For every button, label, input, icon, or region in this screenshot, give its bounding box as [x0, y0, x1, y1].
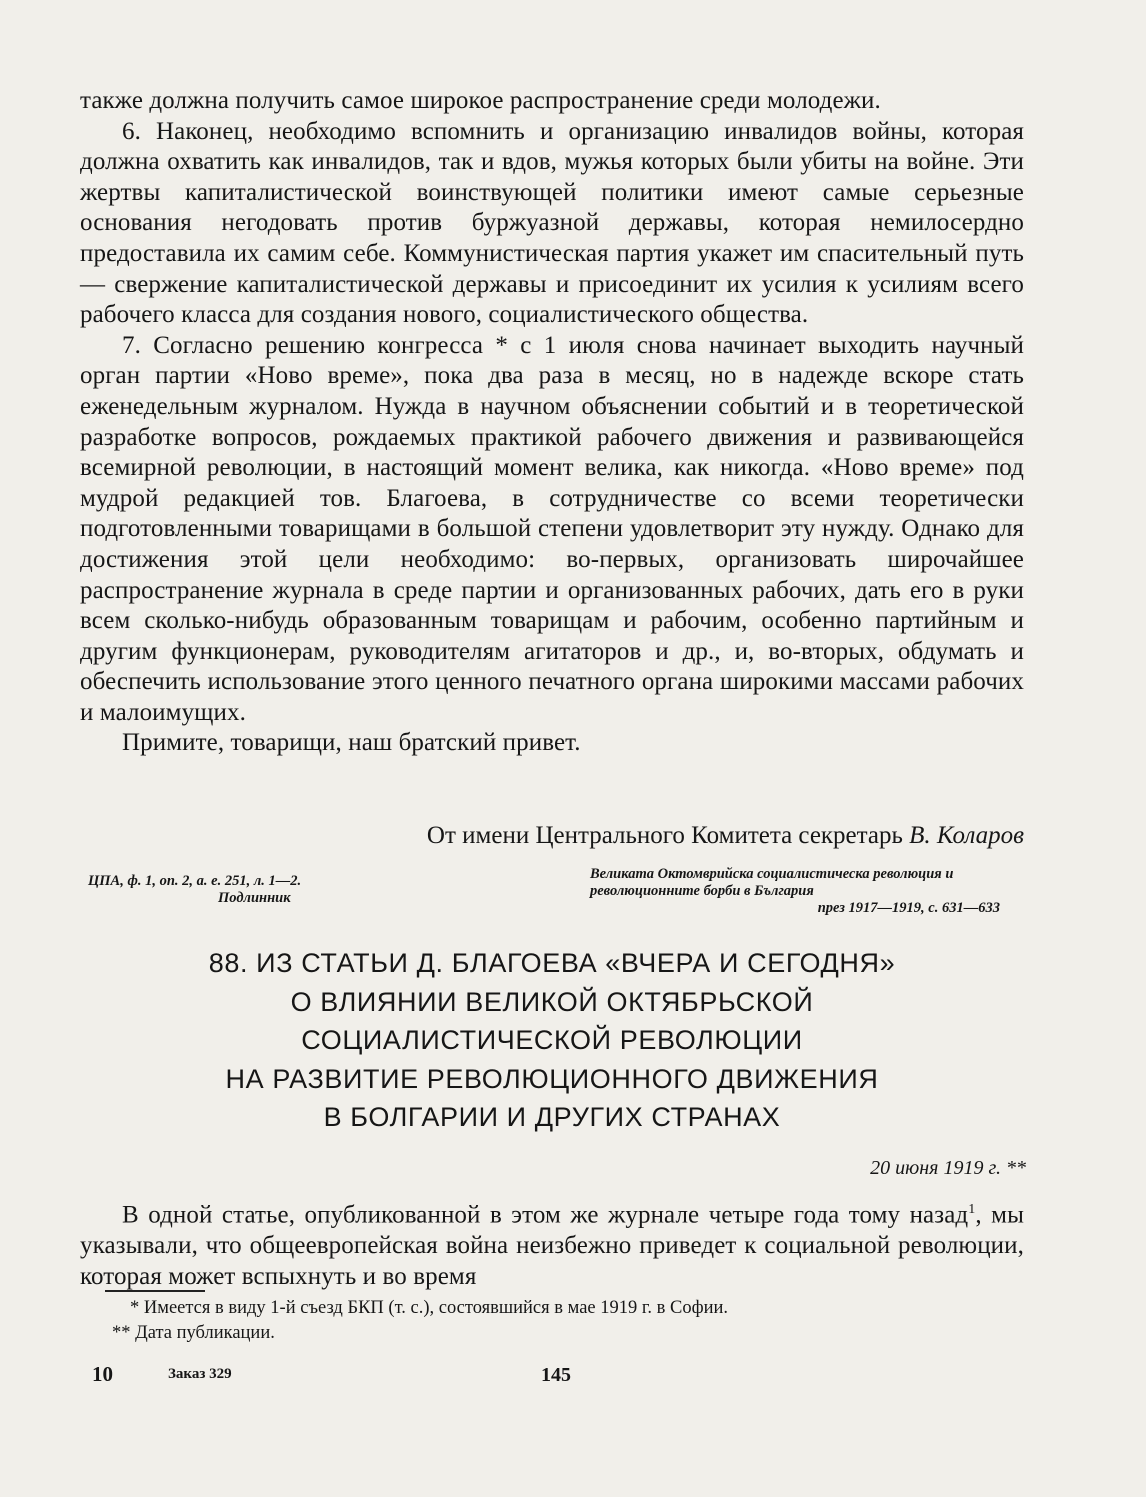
heading-line-2: О ВЛИЯНИИ ВЕЛИКОЙ ОКТЯБРЬСКОЙ [290, 986, 814, 1017]
archive-note: Подлинник [218, 890, 291, 906]
page-number: 145 [541, 1364, 571, 1386]
footnote-divider [105, 1290, 205, 1292]
paragraph-continuation: также должна получить самое широкое распространение среди молодежи. [80, 87, 881, 114]
publication-source [590, 866, 1000, 917]
signature-text: От имени Центрального Комитета секретарь [426, 822, 903, 849]
heading-line-3: СОЦИАЛИСТИЧЕСКОЙ РЕВОЛЮЦИИ [301, 1025, 803, 1055]
heading-line-5: В БОЛГАРИИ И ДРУГИХ СТРАНАХ [323, 1102, 781, 1132]
paragraph-item-7: 7. Согласно решению конгресса * с 1 июля снова начинает выходить научный орган партии «Ново време», пока два раза в месяц, но в надежде вскоре стать еженедельным журналом. Нужда в научном объяснении событий и в теоретической разработке вопросов, рождаемых практикой рабочего движения и развивающейся всемирной революции, в настоящий момент велика, как никогда. «Ново време» под мудрой редакцией тов. Благоева, в сотрудничестве со всеми теоретически подготовленными товарищами в большой степени удовлетворит эту нужду. Однако для достижения этой цели необходимо: во-первых, организовать широчайшее распространение журнала в среде партии и организованных рабочих, дать его в руки всем сколько-нибудь образованным товарищам и рабочим, особенно партийным и другим функционерам, руководителям агитаторов и др., и, во-вторых, обдумать и обеспечить использование этого ценного печатного органа широкими массами рабочих и малоимущих. [80, 331, 1024, 726]
footnote-1: * Имеется в виду 1-й съезд БКП (т. с.), состоявшийся в мае 1919 г. в Софии. [130, 1298, 728, 1318]
footnote-2: ** Дата публикации. [112, 1323, 275, 1343]
signature-line [427, 822, 1024, 850]
signature-number: 10 [92, 1362, 113, 1386]
order-number: Заказ 329 [168, 1366, 232, 1382]
article-body [80, 1195, 1024, 1292]
archive-reference: ЦПА, ф. 1, оп. 2, а. е. 251, л. 1—2. [88, 873, 302, 889]
article-rest: , мы указывали, что общеевропейская война неизбежно приведет к социальной революции, которая может вспыхнуть и во время [80, 1201, 1024, 1290]
article-date: 20 июня 1919 г. ** [870, 1157, 1026, 1179]
archive-source [88, 873, 488, 907]
paragraph-item-6: 6. Наконец, необходимо вспомнить и организацию инвалидов войны, которая должна охватить как инвалидов, так и вдов, мужья которых были убиты на войне. Эти жертвы капиталистической воинствующей политики имеют самые серьезные основания негодовать против буржуазной державы, которая немилосердно предоставила их самим себе. Коммунистическая партия укажет им спасительный путь — свержение капиталистической державы и присоединит их усилия к усилиям всего рабочего класса для создания нового, социалистического общества. [80, 117, 1024, 329]
signature-name: В. Коларов [909, 822, 1024, 849]
footnote-reference: 1 [968, 1202, 976, 1217]
publication-pages: през 1917—1919, с. 631—633 [817, 900, 1000, 916]
heading-line-1: 88. ИЗ СТАТЬИ Д. БЛАГОЕВА «ВЧЕРА И СЕГОДНЯ» [208, 948, 896, 978]
heading-line-4: НА РАЗВИТИЕ РЕВОЛЮЦИОННОГО ДВИЖЕНИЯ [225, 1063, 879, 1094]
article-start: В одной статье, опубликованной в этом же журнале четыре года тому назад [122, 1201, 969, 1229]
publication-title: Великата Октомврийска социалистическа революция и революционните борби в България [590, 866, 954, 899]
letter-body [80, 86, 1024, 759]
closing-greeting: Примите, товарищи, наш братский привет. [122, 729, 581, 757]
article-paragraph [80, 1195, 1024, 1292]
section-heading [80, 944, 1024, 1137]
